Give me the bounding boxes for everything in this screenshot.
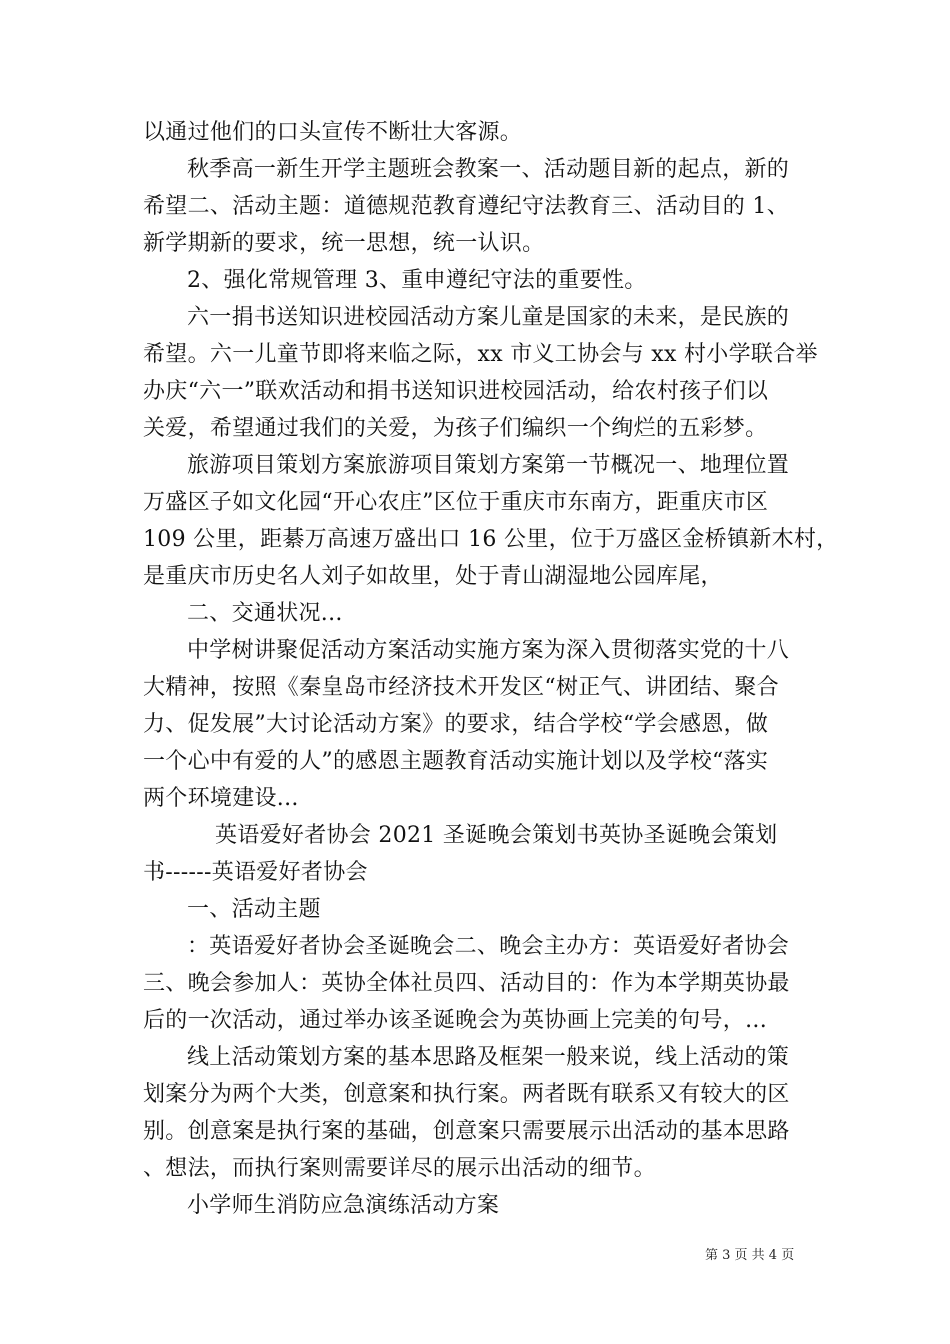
text-line: 大精神，按照《秦皇岛市经济技术开发区“树正气、讲团结、聚合 xyxy=(143,675,779,700)
text-line: 小学师生消防应急演练活动方案 xyxy=(187,1193,500,1218)
text-line: 线上活动策划方案的基本思路及框架一般来说，线上活动的策 xyxy=(187,1045,790,1070)
text-line: 关爱，希望通过我们的关爱，为孩子们编织一个绚烂的五彩梦。 xyxy=(143,416,768,441)
document-body xyxy=(143,114,839,1224)
text-line: 希望。六一儿童节即将来临之际，xx 市义工协会与 xx 村小学联合举 xyxy=(143,342,818,367)
text-line: 别。创意案是执行案的基础，创意案只需要展示出活动的基本思路 xyxy=(143,1119,790,1144)
text-line: 后的一次活动，通过举办该圣诞晚会为英协画上完美的句号，... xyxy=(143,1008,767,1033)
text-line: 办庆“六一”联欢活动和捐书送知识进校园活动，给农村孩子们以 xyxy=(143,379,769,404)
text-line: 中学树讲聚促活动方案活动实施方案为深入贯彻落实党的十八 xyxy=(187,638,790,663)
text-line: 109 公里，距綦万高速万盛出口 16 公里，位于万盛区金桥镇新木村， xyxy=(143,527,839,552)
text-line: 秋季高一新生开学主题班会教案一、活动题目新的起点，新的 xyxy=(187,157,790,182)
text-line: 六一捐书送知识进校园活动方案儿童是国家的未来，是民族的 xyxy=(187,305,790,330)
text-line: 新学期新的要求，统一思想，统一认识。 xyxy=(143,231,545,256)
text-line: 2、强化常规管理 3、重申遵纪守法的重要性。 xyxy=(187,268,647,293)
text-line: 划案分为两个大类，创意案和执行案。两者既有联系又有较大的区 xyxy=(143,1082,790,1107)
text-line: 两个环境建设... xyxy=(143,786,299,811)
text-line: 是重庆市历史名人刘子如故里，处于青山湖湿地公园库尾， xyxy=(143,564,723,589)
page-number: 第 3 页 共 4 页 xyxy=(705,1248,795,1263)
text-line: 力、促发展”大讨论活动方案》的要求，结合学校“学会感恩，做 xyxy=(143,712,769,737)
text-line: 三、晚会参加人：英协全体社员四、活动目的：作为本学期英协最 xyxy=(143,971,790,996)
text-line: 、想法，而执行案则需要详尽的展示出活动的细节。 xyxy=(143,1156,656,1181)
text-line: 书------英语爱好者协会 xyxy=(143,860,368,885)
text-line: 英语爱好者协会 2021 圣诞晚会策划书英协圣诞晚会策划 xyxy=(215,823,778,848)
text-line: 一、活动主题 xyxy=(187,897,321,922)
text-line: ：英语爱好者协会圣诞晚会二、晚会主办方：英语爱好者协会 xyxy=(187,934,790,959)
text-line: 二、交通状况... xyxy=(187,601,343,626)
text-line: 一个心中有爱的人”的感恩主题教育活动实施计划以及学校“落实 xyxy=(143,749,769,774)
text-line: 万盛区子如文化园“开心农庄”区位于重庆市东南方，距重庆市区 xyxy=(143,490,769,515)
text-line: 以通过他们的口头宣传不断壮大客源。 xyxy=(143,120,523,145)
text-line: 希望二、活动主题：道德规范教育遵纪守法教育三、活动目的 1、 xyxy=(143,194,789,219)
text-line: 旅游项目策划方案旅游项目策划方案第一节概况一、地理位置 xyxy=(187,453,790,478)
